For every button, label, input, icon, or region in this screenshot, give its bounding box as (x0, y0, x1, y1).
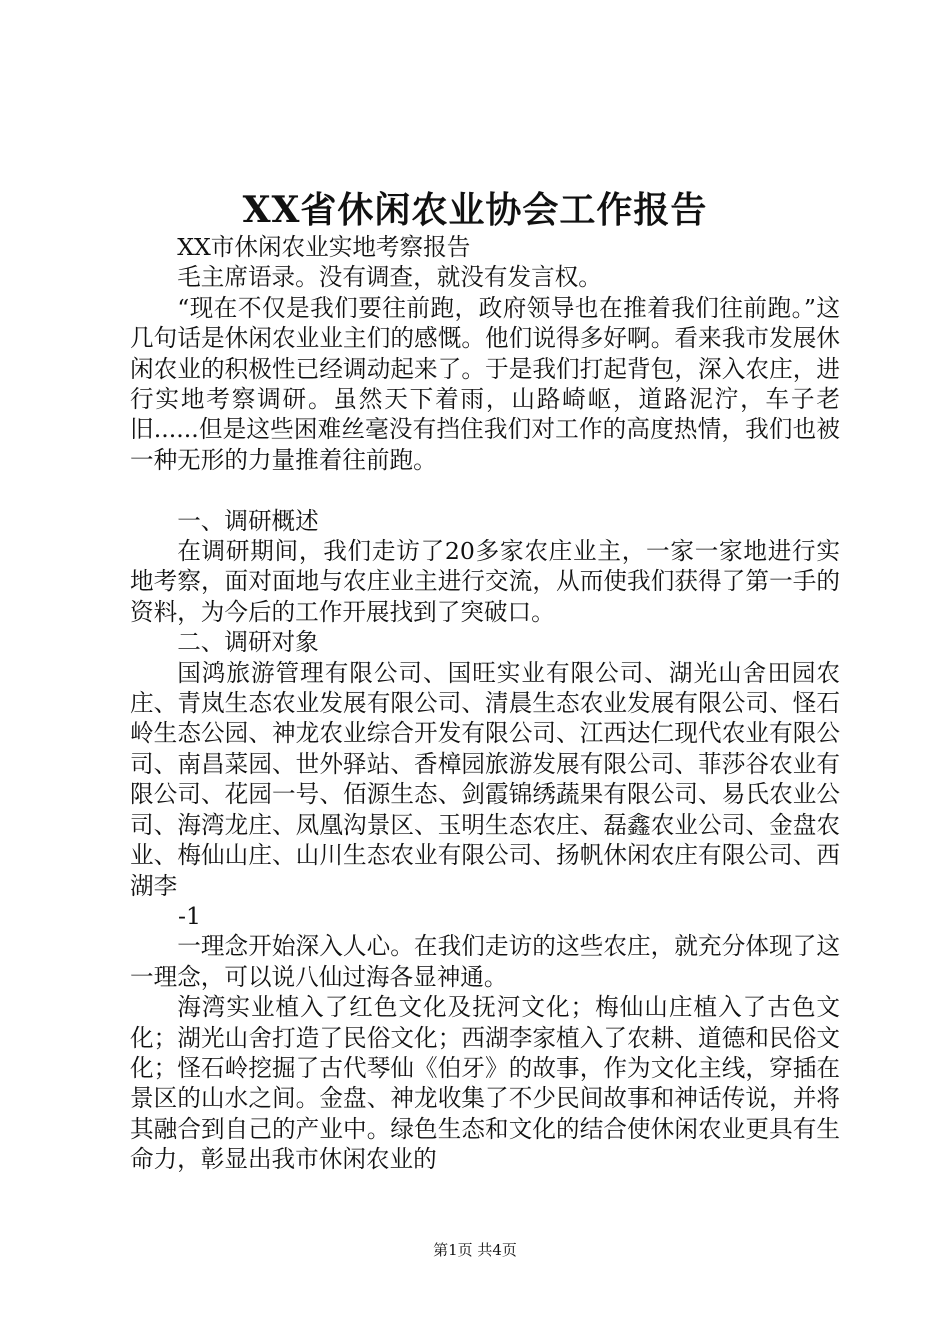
document-body (130, 232, 840, 1175)
concept-paragraph: 一理念开始深入人心。在我们走访的这些农庄，就充分体现了这一理念，可以说八仙过海各显神通。 (130, 932, 840, 991)
quote-paragraph: 毛主席语录。没有调查，就没有发言权。 (177, 263, 602, 292)
section-heading-overview: 一、调研概述 (177, 506, 319, 535)
subtitle-paragraph: XX市休闲农业实地考察报告 (177, 233, 471, 261)
section-heading-subjects: 二、调研对象 (177, 628, 319, 657)
culture-paragraph: 海湾实业植入了红色文化及抚河文化；梅仙山庄植入了古色文化；湖光山舍打造了民俗文化；西湖李家植入了农耕、道德和民俗文化；怪石岭挖掘了古代琴仙《伯牙》的故事，作为文化主线，穿插在景区的山水之间。金盘、神龙收集了不少民间故事和神话传说，并将其融合到自己的产业中。绿色生态和文化的结合使休闲农业更具有生命力，彰显出我市休闲农业的 (130, 993, 840, 1174)
document-title: XX省休闲农业协会工作报告 (242, 189, 708, 231)
intro-paragraph: “现在不仅是我们要往前跑，政府领导也在推着我们往前跑。”这几句话是休闲农业业主们的感慨。他们说得多好啊。看来我市发展休闲农业的积极性已经调动起来了。于是我们打起背包，深入农庄，进行实地考察调研。虽然天下着雨，山路崎岖，道路泥泞，车子老旧......但是这些困难丝毫没有挡住我们对工作的高度热情，我们也被一种无形的力量推着往前跑。 (130, 293, 840, 474)
page-footer: 第1页 共4页 (433, 1241, 517, 1259)
page-marker: -1 (178, 901, 201, 930)
blank-line (130, 475, 840, 505)
overview-paragraph: 在调研期间，我们走访了20多家农庄业主，一家一家地进行实地考察，面对面地与农庄业主进行交流，从而使我们获得了第一手的资料，为今后的工作开展找到了突破口。 (130, 537, 840, 626)
subjects-paragraph: 国鸿旅游管理有限公司、国旺实业有限公司、湖光山舍田园农庄、青岚生态农业发展有限公司、清晨生态农业发展有限公司、怪石岭生态公园、神龙农业综合开发有限公司、江西达仁现代农业有限公司、南昌菜园、世外驿站、香樟园旅游发展有限公司、菲莎谷农业有限公司、花园一号、佰源生态、剑霞锦绣蔬果有限公司、易氏农业公司、海湾龙庄、凤凰沟景区、玉明生态农庄、磊鑫农业公司、金盘农业、梅仙山庄、山川生态农业有限公司、扬帆休闲农庄有限公司、西湖李 (130, 658, 840, 900)
